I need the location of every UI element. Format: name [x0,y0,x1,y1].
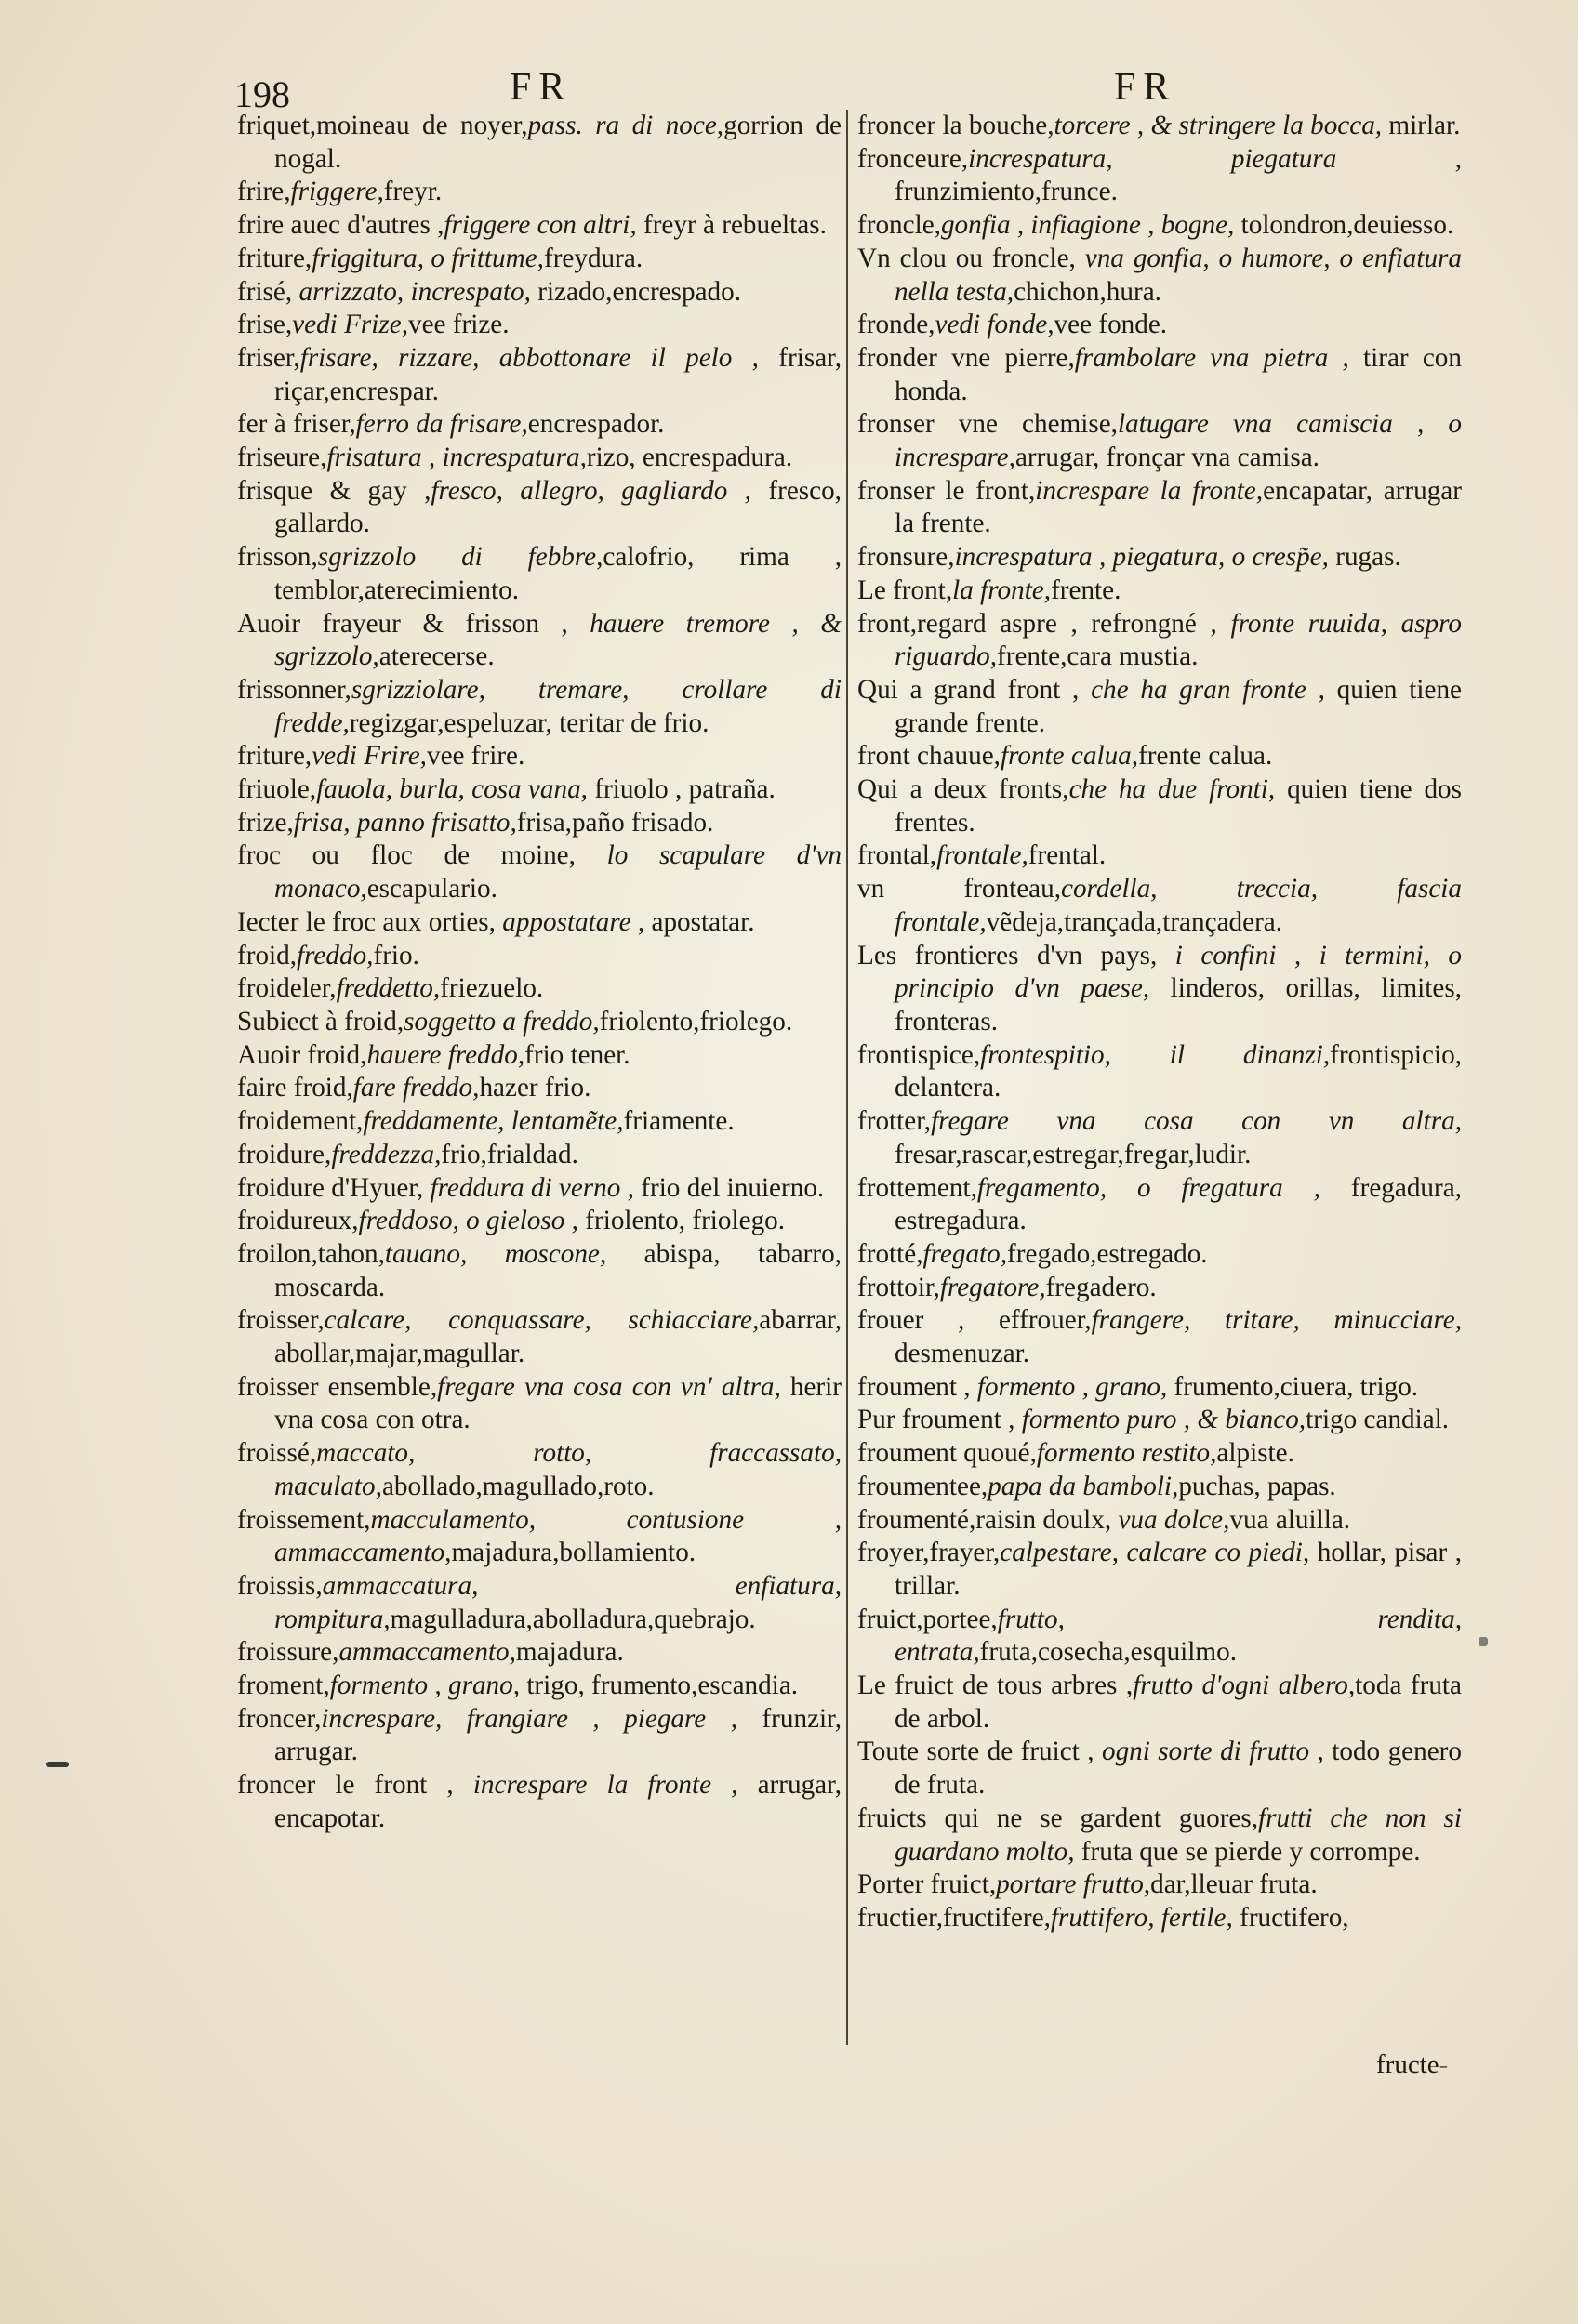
french-headword: friser, [237,342,300,373]
spanish-translation: fruta,cosecha,esquilmo. [979,1637,1237,1668]
italian-translation: hauere tremore , & sgrizzolo, [274,608,842,672]
dictionary-entry [237,1238,842,1304]
french-headword: froumentee, [857,1471,988,1501]
french-headword: fronceure, [857,143,969,174]
dictionary-entry [857,1537,1462,1603]
dictionary-entry [237,1504,842,1570]
spanish-translation: regizgar,espeluzar, teritar de frio. [349,707,709,738]
spanish-translation: freydura. [543,243,643,273]
left-column [237,110,842,1836]
spanish-translation: puchas, papas. [1178,1471,1336,1501]
french-headword: froisser, [237,1305,325,1336]
spanish-translation: herir vna cosa con otra. [274,1371,842,1435]
french-headword: froissure, [237,1637,339,1668]
italian-translation: macculamento, contusione , ammaccamento, [274,1504,842,1568]
italian-translation: frisatura , increspatura, [326,442,587,473]
dictionary-entry [237,674,842,740]
spanish-translation: friezuelo. [440,973,544,1004]
spanish-translation: dar,lleuar fruta. [1150,1869,1318,1900]
french-headword: fronsure, [857,542,955,573]
italian-translation: frutto d'ogni albero, [1133,1670,1356,1701]
italian-translation: increspatura , piegatura, o cresp̃e, [954,542,1329,573]
dictionary-entry [237,740,842,773]
french-headword: froideler, [237,973,337,1004]
italian-translation: tauano, moscone, [384,1238,607,1269]
french-headword: froncer, [237,1703,322,1734]
italian-translation: fruttifero, fertile, [1050,1902,1233,1933]
dictionary-entry [237,475,842,541]
dictionary-entry [857,940,1462,1039]
italian-translation: freddezza, [331,1139,442,1169]
french-headword: Toute sorte de fruict , [857,1736,1102,1767]
dictionary-entry [857,1238,1462,1272]
french-headword: frisque & gay , [237,475,431,506]
dictionary-entry [237,342,842,408]
italian-translation: la fronte, [952,574,1052,605]
dictionary-entry [857,1039,1462,1105]
italian-translation: increspare, frangiare , piegare , [321,1703,738,1734]
dictionary-entry [857,773,1462,839]
dictionary-entry [857,1304,1462,1370]
spanish-translation: majadura. [515,1637,624,1668]
italian-translation: freddo, [297,940,374,971]
french-headword: Auoir froid, [237,1039,367,1070]
italian-translation: sgrizzolo di febbre, [317,542,603,573]
spanish-translation: tolondron,deuiesso. [1234,210,1454,241]
spanish-translation: calofrio, rima , temblor,aterecimiento. [274,542,842,605]
spanish-translation: abispa, tabarro, moscarda. [274,1238,842,1302]
spanish-translation: escapulario. [366,874,497,905]
spanish-translation: friuolo , patraña. [587,774,776,805]
spanish-translation: frente,cara mustia. [997,641,1199,672]
spanish-translation: fregadura, estregadura. [895,1172,1462,1236]
spanish-translation: alpiste. [1216,1438,1294,1469]
spanish-translation: freyr. [383,177,443,207]
italian-translation: gonfia , infiagione , bogne, [940,210,1235,241]
italian-translation: fauola, burla, cosa vana, [316,774,588,805]
french-headword: front chauue, [857,741,1001,772]
french-headword: frissonner, [237,674,351,705]
italian-translation: ammaccatura, enfiatura, rompitura, [274,1570,842,1634]
french-headword: froidureux, [237,1206,359,1236]
italian-translation: frutto, rendita, entrata, [895,1604,1462,1668]
spanish-translation: freyr à rebueltas. [636,210,827,241]
spanish-translation: friolento, friolego. [577,1206,786,1236]
spanish-translation: chichon,hura. [1014,276,1161,307]
french-headword: froument , [857,1371,977,1402]
dictionary-entry [857,1437,1462,1471]
french-headword: fronde, [857,310,935,340]
dictionary-entry [857,209,1462,243]
spanish-translation: rizo, encrespadura. [586,442,793,473]
french-headword: froidement, [237,1106,364,1137]
italian-translation: fronte calua, [1000,741,1139,772]
italian-translation: fregatore, [939,1272,1046,1302]
spanish-translation: fruta que se pierde y corrompe. [1074,1836,1421,1867]
spanish-translation: arrugar, encapotar. [274,1770,842,1833]
italian-translation: frisare, rizzare, abbottonare il pelo , [299,342,759,373]
italian-translation: vua dolce, [1118,1504,1230,1535]
italian-translation: fare freddo, [352,1073,480,1103]
french-headword: friuole, [237,774,317,805]
italian-translation: formento , grano, [976,1371,1168,1402]
italian-translation: arrizzato, increspato, [298,276,531,307]
dictionary-entry [237,209,842,243]
french-headword: froncer la bouche, [857,111,1054,140]
french-headword: Vn clou ou froncle, [857,243,1085,273]
running-head-right: FR [1114,66,1177,109]
french-headword: froc ou floc de moine, [237,840,607,871]
spanish-translation: frio tener. [524,1039,630,1070]
italian-translation: che ha gran fronte , [1091,674,1325,705]
italian-translation: formento puro , & bianco, [1021,1405,1306,1435]
spanish-translation: toda fruta de arbol. [895,1670,1462,1734]
french-headword: frire, [237,177,291,207]
dictionary-entry [857,110,1462,143]
spanish-translation: quien tiene dos frentes. [895,774,1462,838]
italian-translation: vedi Frize, [292,310,408,340]
italian-translation: vedi fonde, [935,310,1054,340]
spanish-translation: frio,frialdad. [441,1139,578,1169]
italian-translation: frontale, [936,840,1028,871]
spanish-translation: vua aluilla. [1229,1504,1351,1535]
french-headword: Le front, [857,574,953,605]
dictionary-entry [237,1139,842,1172]
dictionary-entry [237,1636,842,1670]
spanish-translation: vee frire. [426,741,525,772]
french-headword: froilon,tahon, [237,1238,385,1269]
dictionary-entry [237,1670,842,1703]
french-headword: froissé, [237,1438,317,1469]
italian-translation: calcare, conquassare, schiacciare, [324,1305,760,1336]
french-headword: Iecter le froc aux orties, [237,906,503,937]
dictionary-entry [237,1105,842,1139]
french-headword: froid, [237,940,298,971]
french-headword: fronser vne chemise, [857,409,1118,440]
italian-translation: friggere, [290,177,384,207]
spanish-translation: arrugar, fronçar vna camisa. [1014,442,1319,473]
french-headword: frisé, [237,276,299,307]
spanish-translation: fregado,estregado. [1007,1238,1208,1269]
catchword: fructe- [1376,2050,1449,2080]
dictionary-entry [857,1172,1462,1238]
french-headword: friture, [237,243,312,273]
french-headword: fruicts qui ne se gardent guores, [857,1802,1259,1833]
dictionary-entry [237,1039,842,1073]
dictionary-entry [237,276,842,310]
italian-translation: formento , grano, [329,1670,521,1701]
french-headword: froment, [237,1670,330,1701]
spanish-translation: frunzir, arrugar. [274,1703,842,1767]
dictionary-entry [857,1802,1462,1868]
french-headword: frottoir, [857,1272,940,1302]
italian-translation: pass. ra di noce, [527,111,724,140]
french-headword: Qui a deux fronts, [857,774,1069,805]
dictionary-entry [857,1105,1462,1171]
spanish-translation: vee fonde. [1054,310,1168,340]
spanish-translation: frental. [1028,840,1107,871]
dictionary-entry [857,873,1462,939]
dictionary-entry [857,1902,1462,1935]
italian-translation: freddoso, o gieloso , [358,1206,578,1236]
italian-translation: soggetto a freddo, [404,1006,600,1037]
french-headword: frottement, [857,1172,977,1203]
dictionary-entry [857,309,1462,342]
french-headword: fronder vne pierre, [857,342,1075,373]
french-headword: frontal, [857,840,937,871]
spanish-translation: frisa,paño frisado. [516,807,714,838]
spanish-translation: hollar, pisar , trillar. [895,1538,1462,1601]
italian-translation: appostatare , [502,906,645,937]
spanish-translation: linderos, orillas, limites, fronteras. [895,973,1462,1037]
spanish-translation: trigo, frumento,escandia. [520,1670,799,1701]
spanish-translation: frontispicio, delantera. [895,1039,1462,1103]
dictionary-entry [237,773,842,807]
italian-translation: frontespitio, il dinanzi, [980,1039,1331,1070]
spanish-translation: todo genero de fruta. [895,1736,1462,1801]
dictionary-entry [857,608,1462,674]
italian-translation: freddamente, lentamẽte, [363,1106,624,1137]
french-headword: fruict,portee, [857,1604,998,1634]
italian-translation: fregare vna cosa con vn' altra, [437,1371,781,1402]
margin-ink-mark [46,1762,69,1767]
italian-translation: frangere, tritare, minucciare, [1091,1305,1462,1336]
french-headword: friture, [237,741,312,772]
italian-translation: fregare vna cosa con vn altra, [931,1106,1462,1137]
italian-translation: increspare la fronte , [472,1770,738,1801]
french-headword: froncle, [857,210,941,241]
italian-translation: frisa, panno frisatto, [293,807,517,838]
french-headword: fructier,fructifere, [857,1902,1051,1933]
italian-translation: portare frutto, [996,1869,1151,1900]
dictionary-entry [857,143,1462,209]
dictionary-entry [237,940,842,973]
french-headword: friquet,moineau de noyer, [237,111,528,140]
italian-translation: formento restito, [1036,1438,1217,1469]
dictionary-entry [857,408,1462,474]
italian-translation: friggitura, o frittume, [312,243,544,273]
dictionary-entry [857,1404,1462,1437]
spanish-translation: mirlar. [1382,111,1461,140]
spanish-translation: encapatar, arrugar la frente. [895,475,1462,539]
italian-translation: cordella, treccia, fascia frontale, [895,874,1462,937]
italian-translation: i confini , i termini, o principio d'vn paese, [895,940,1462,1004]
spanish-translation: hazer frio. [479,1073,591,1103]
italian-translation: hauere freddo, [366,1039,525,1070]
dictionary-entry [237,176,842,209]
french-headword: frire auec d'autres , [237,210,444,241]
page-number: 198 [234,73,290,115]
running-head-left: FR [510,66,573,109]
spanish-translation: apostatar. [644,906,755,937]
french-headword: Porter fruict, [857,1869,997,1900]
spanish-translation: abollado,magullado,roto. [381,1471,655,1501]
french-headword: Pur froument , [857,1405,1022,1435]
spanish-translation: frente. [1051,574,1121,605]
italian-translation: calpestare, calcare co piedi, [1000,1538,1310,1568]
french-headword: froyer,frayer, [857,1538,1001,1568]
italian-translation: ammaccamento, [338,1637,516,1668]
french-headword: friseure, [237,442,327,473]
french-headword: froidure d'Hyuer, [237,1172,431,1203]
italian-translation: frutti che non si guardano molto, [895,1802,1462,1867]
dictionary-entry [237,972,842,1006]
spanish-translation: friolento,friolego. [599,1006,793,1037]
italian-translation: torcere , & stringere la bocca, [1054,111,1383,140]
dictionary-entry [237,1769,842,1835]
french-headword: Les frontieres d'vn pays, [857,940,1175,971]
italian-translation: freddetto, [336,973,441,1004]
spanish-translation: frio del inuierno. [633,1172,825,1203]
dictionary-entry [237,1304,842,1370]
spanish-translation: vee frize. [408,310,510,340]
dictionary-entry [237,442,842,475]
dictionary-entry [857,1504,1462,1538]
dictionary-entry [857,541,1462,574]
dictionary-entry [237,839,842,905]
dictionary-entry [237,1703,842,1769]
french-headword: froument quoué, [857,1438,1037,1469]
italian-translation: fregamento, o fregatura , [976,1172,1320,1203]
column-divider [846,110,848,2045]
margin-ink-mark [1479,1637,1488,1646]
french-headword: fer à friser, [237,409,356,440]
french-headword: frize, [237,807,294,838]
spanish-translation: frisar, riçar,encrespar. [274,342,842,406]
italian-translation: papa da bamboli, [988,1471,1179,1501]
dictionary-entry [857,674,1462,740]
french-headword: Subiect à froid, [237,1006,404,1037]
spanish-translation: encrespador. [527,409,665,440]
dictionary-entry [857,1670,1462,1736]
italian-translation: fresco, allegro, gagliardo , [431,475,751,506]
spanish-translation: fructifero, [1232,1902,1349,1933]
right-column [857,110,1462,1935]
dictionary-entry [237,1371,842,1437]
dictionary-entry [857,342,1462,408]
spanish-translation: frumento,ciuera, trigo. [1167,1371,1419,1402]
spanish-translation: majadura,bollamiento. [451,1538,696,1568]
french-headword: frouer , effrouer, [857,1305,1092,1336]
dictionary-entry [237,807,842,840]
french-headword: froissement, [237,1504,371,1535]
dictionary-entry [857,740,1462,773]
spanish-translation: magulladura,abolladura,quebrajo. [390,1604,756,1634]
dictionary-entry [237,309,842,342]
dictionary-entry [237,1570,842,1636]
french-headword: vn fronteau, [857,874,1061,905]
spanish-translation: fregadero. [1045,1272,1157,1302]
spanish-translation: fresar,rascar,estregar,fregar,ludir. [895,1139,1252,1169]
dictionary-entry [857,1736,1462,1802]
spanish-translation: frente calua. [1138,741,1273,772]
italian-translation: increspatura, piegatura , [968,143,1462,174]
dictionary-entry [857,1604,1462,1670]
spanish-translation: aterecerse. [378,641,495,672]
italian-translation: maccato, rotto, fraccassato, maculato, [274,1438,842,1501]
spanish-translation: frunzimiento,frunce. [895,177,1118,207]
dictionary-entry [237,541,842,607]
dictionary-entry [237,608,842,674]
spanish-translation: fresco, gallardo. [274,475,842,539]
dictionary-entry [237,1072,842,1105]
spanish-translation: frio. [373,940,419,971]
french-headword: Qui a grand front , [857,674,1092,705]
italian-translation: fronte ruuida, aspro riguardo, [895,608,1462,672]
dictionary-entry [237,1006,842,1039]
french-headword: froncer le front , [237,1770,473,1801]
italian-translation: lo scapulare d'vn monaco, [274,840,842,905]
dictionary-entry [237,906,842,940]
french-headword: fronser le front, [857,475,1036,506]
italian-translation: che ha due fronti, [1068,774,1276,805]
french-headword: frisson, [237,542,318,573]
spanish-translation: rizado,encrespado. [530,276,742,307]
french-headword: frotter, [857,1106,932,1137]
spanish-translation: desmenuzar. [895,1339,1030,1369]
dictionary-entry [857,1868,1462,1902]
dictionary-entry [237,1172,842,1206]
italian-translation: frambolare vna pietra , [1074,342,1349,373]
french-headword: frise, [237,310,293,340]
italian-translation: vna gonfia, o humore, o enfiatura nella testa, [895,243,1462,307]
spanish-translation: rugas. [1328,542,1401,573]
french-headword: froumenté,raisin doulx, [857,1504,1119,1535]
spanish-translation: gorrion de nogal. [274,111,842,174]
dictionary-entry [237,110,842,176]
spanish-translation: vẽdeja,trançada,trançadera. [986,906,1283,937]
dictionary-entry [237,1437,842,1503]
dictionary-entry [237,1205,842,1238]
dictionary-entry [857,1471,1462,1504]
dictionary-entry [857,839,1462,873]
dictionary-entry [857,574,1462,608]
french-headword: Le fruict de tous arbres , [857,1670,1134,1701]
french-headword: frontispice, [857,1039,981,1070]
spanish-translation: tirar con honda. [895,342,1462,406]
italian-translation: freddura di verno , [430,1172,634,1203]
dictionary-entry [857,243,1462,309]
spanish-translation: trigo candial. [1306,1405,1450,1435]
italian-translation: friggere con altri, [444,210,637,241]
spanish-translation: abarrar, abollar,majar,magullar. [274,1305,842,1369]
french-headword: faire froid, [237,1073,353,1103]
french-headword: Auoir frayeur & frisson , [237,608,590,639]
italian-translation: ferro da frisare, [355,409,528,440]
dictionary-entry [237,243,842,276]
dictionary-entry [857,475,1462,541]
spanish-translation: friamente. [623,1106,735,1137]
dictionary-entry [857,1371,1462,1405]
italian-translation: latugare vna camiscia , o increspare, [895,409,1462,473]
french-headword: froisser ensemble, [237,1371,438,1402]
italian-translation: vedi Frire, [312,741,427,772]
italian-translation: fregato, [922,1238,1008,1269]
italian-translation: increspare la fronte, [1035,475,1264,506]
french-headword: froissis, [237,1570,323,1601]
spanish-translation: quien tiene grande frente. [895,674,1462,738]
french-headword: frotté, [857,1238,923,1269]
italian-translation: sgrizziolare, tremare, crollare di fredde, [274,674,842,738]
french-headword: froidure, [237,1139,332,1169]
french-headword: front,regard aspre , refrongné , [857,608,1231,639]
italian-translation: ogni sorte di frutto , [1101,1736,1324,1767]
dictionary-entry [857,1272,1462,1305]
dictionary-entry [237,408,842,442]
